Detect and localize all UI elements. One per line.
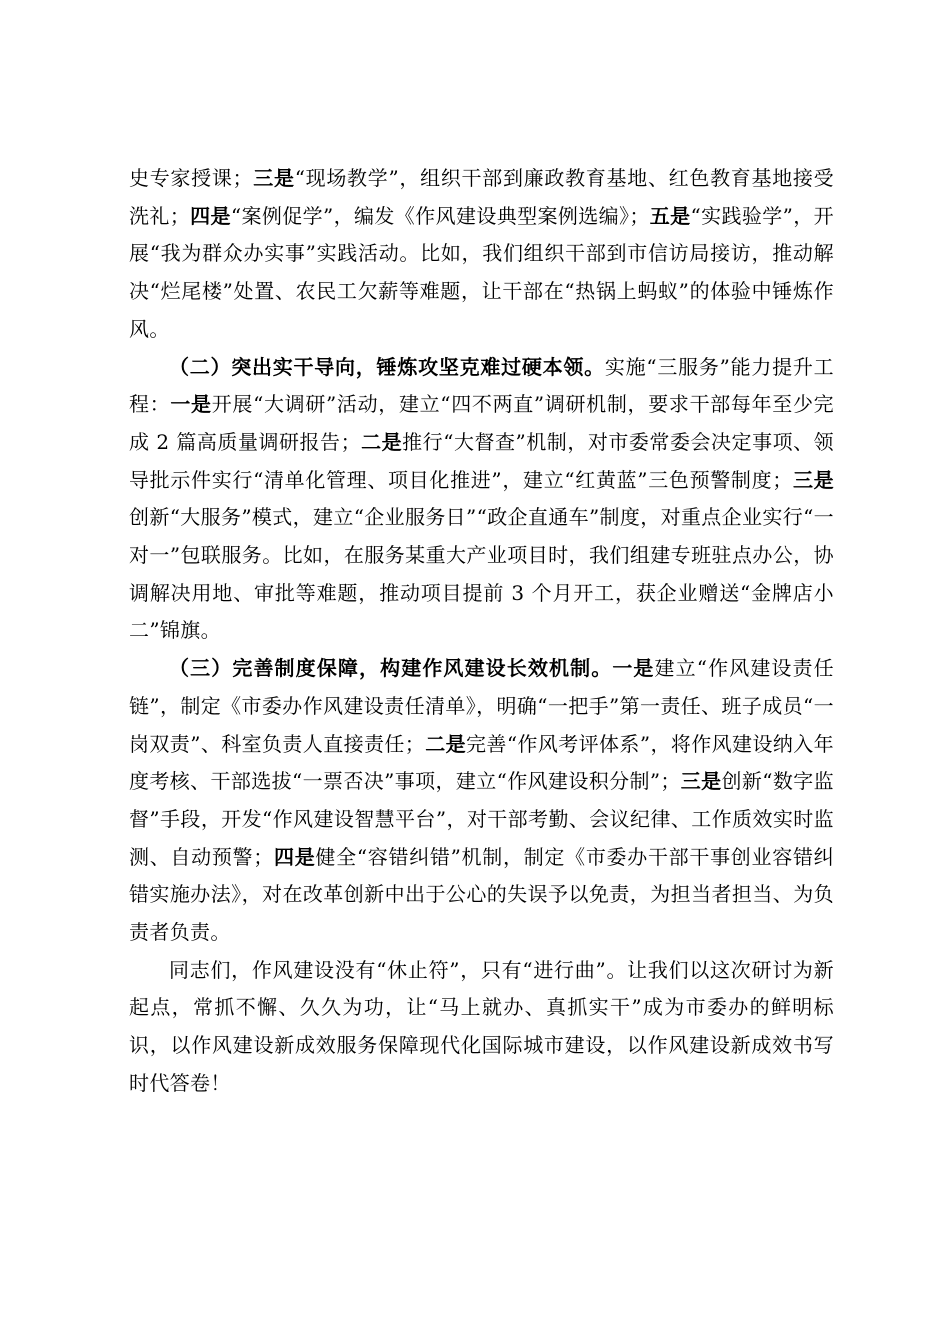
text-run: 同志们，作风建设没有“休止符”，只有“进行曲”。让我们以这次研讨为新起点，常抓不懈、久久为功，让“马上就办、真抓实干”成为市委办的鲜明标识，以作风建设新成效服务保障现代化国际城市建设，以作风建设新成效书写时代答卷！ — [129, 957, 834, 1095]
text-run: 创新“数字监督”手段，开发“作风建设智慧平台”，对干部考勤、会议纪律、工作质效实时监测、自动预警； — [129, 769, 834, 869]
text-run: “实践验学”，开展“我为群众办实事”实践活动。比如，我们组织干部到市信访局接访，推动解决“烂尾楼”处置、农民工欠薪等难题，让干部在“热锅上蚂蚁”的体验中锤炼作风。 — [129, 203, 834, 341]
text-run: 推行“大督查”机制，对市委常委会决定事项、领导批示件实行“清单化管理、项目化推进”，建立“红黄蓝”三色预警制度； — [129, 429, 834, 492]
bold-run: 二是 — [360, 429, 403, 454]
paragraph-section-two — [129, 349, 834, 651]
paragraph-study-methods — [129, 160, 834, 349]
text-run: 创新“大服务”模式，建立“企业服务日”“政企直通车”制度，对重点企业实行“一对一”包联服务。比如，在服务某重大产业项目时，我们组建专班驻点办公，协调解决用地、审批等难题，推动项目提前 3 个月开工，获企业赠送“金牌店小二”锦旗。 — [129, 505, 834, 643]
bold-run: 一是 — [612, 656, 655, 681]
bold-run: 三是 — [680, 769, 722, 794]
section-heading: （二）突出实干导向，锤炼攻坚克难过硬本领。 — [169, 354, 605, 379]
text-run: 开展“大调研”活动，建立“四不两直”调研机制，要求干部每年至少完成 2 篇高质量调研报告； — [129, 392, 834, 454]
text-run: 实施“三服务”能力提升工程： — [129, 354, 834, 417]
text-run: “现场教学”，组织干部到廉政教育基地、红色教育基地接受洗礼； — [129, 166, 834, 228]
text-run: 史专家授课； — [129, 166, 253, 190]
paragraph-section-three — [129, 650, 834, 952]
bold-run: 四是 — [190, 203, 231, 228]
bold-run: 三是 — [252, 166, 295, 190]
document-body — [129, 160, 834, 1103]
paragraph-closing — [129, 952, 834, 1103]
bold-run: 二是 — [425, 731, 467, 756]
section-heading: （三）完善制度保障，构建作风建设长效机制。 — [169, 656, 613, 681]
text-run: “案例促学”，编发《作风建设典型案例选编》； — [230, 203, 650, 228]
bold-run: 五是 — [649, 203, 691, 228]
text-run: 建立“作风建设责任链”，制定《市委办作风建设责任清单》，明确“一把手”第一责任、班子成员“一岗双责”、科室负责人直接责任； — [129, 656, 835, 756]
text-run: 健全“容错纠错”机制，制定《市委办干部干事创业容错纠错实施办法》，对在改革创新中出于公心的失误予以免责，为担当者担当、为负责者负责。 — [129, 844, 835, 945]
text-run: 完善“作风考评体系”，将作风建设纳入年度考核、干部选拔“一票否决”事项，建立“作风建设积分制”； — [129, 731, 834, 794]
bold-run: 一是 — [170, 392, 212, 417]
bold-run: 三是 — [792, 467, 834, 492]
bold-run: 四是 — [273, 844, 316, 869]
